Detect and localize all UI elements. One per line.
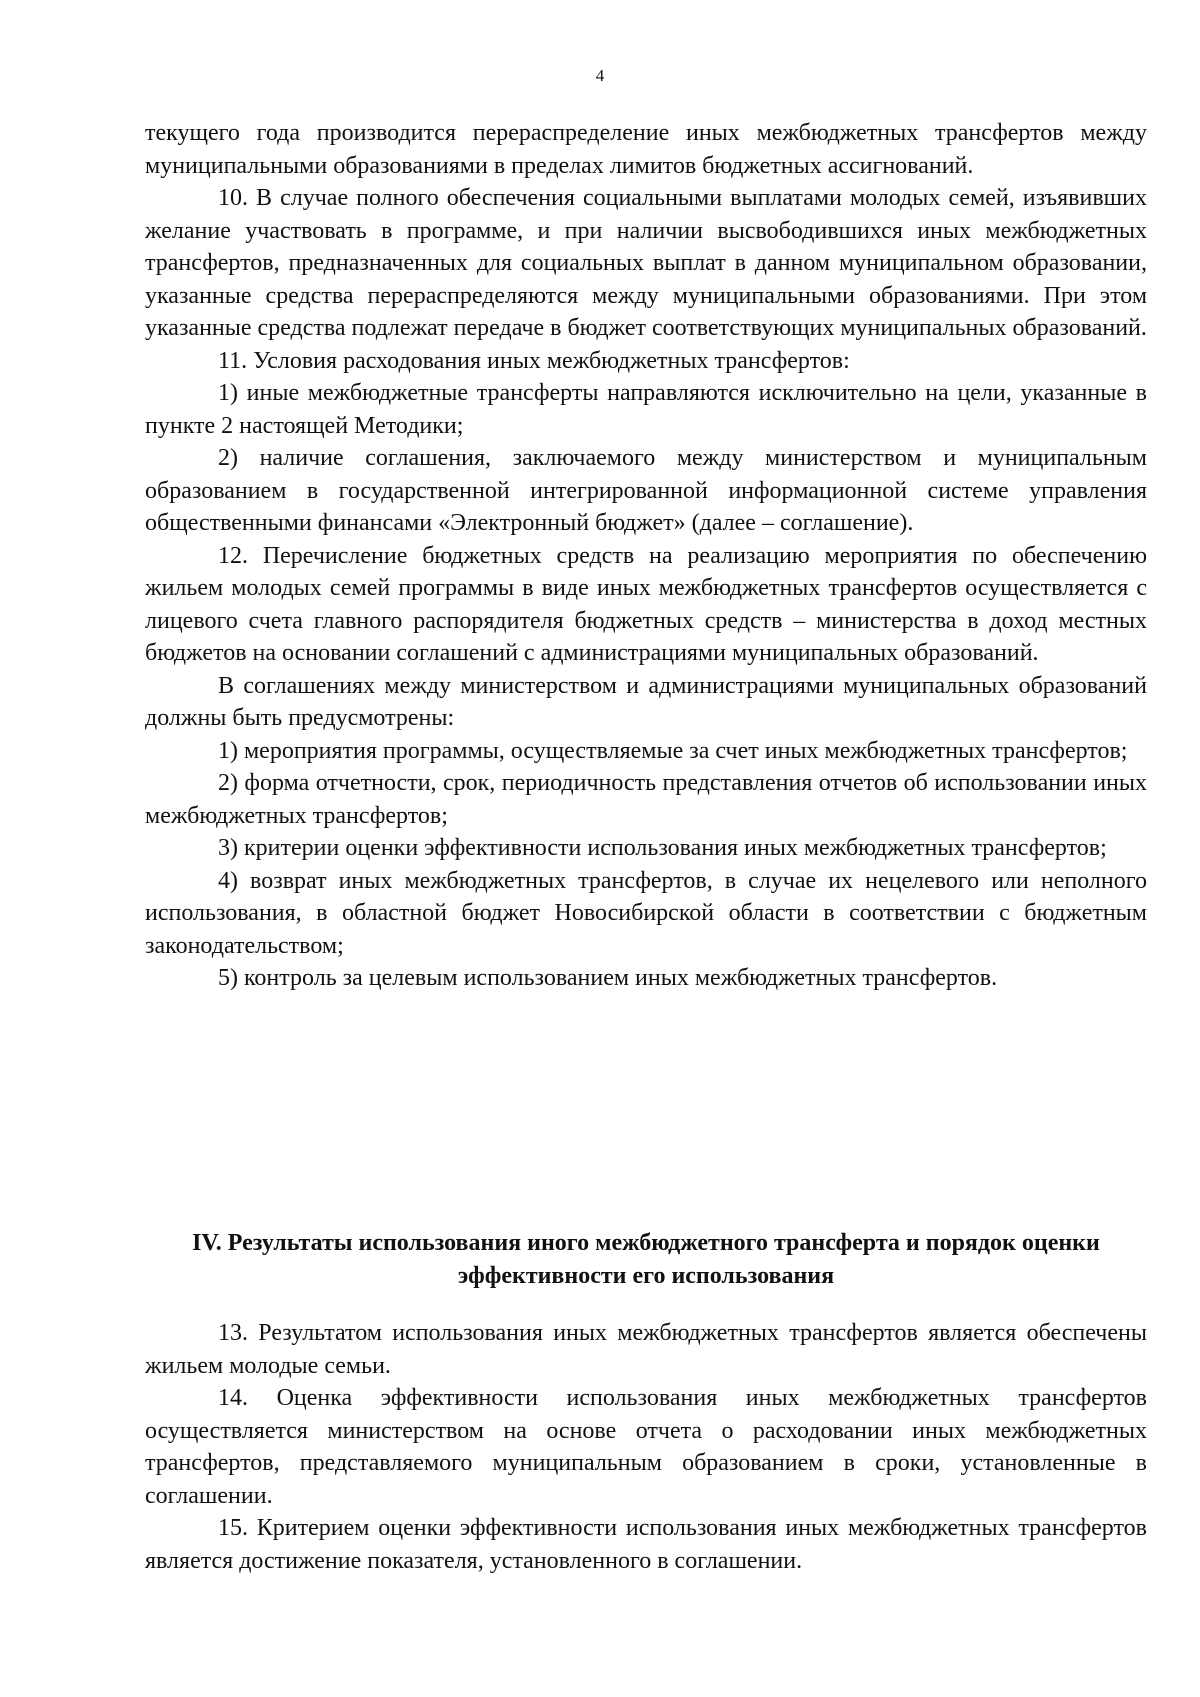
paragraph-15: 15. Критерием оценки эффективности использования иных межбюджетных трансфертов является достижение показателя, установленного в соглашении.	[145, 1515, 1147, 1574]
page-number: 4	[595, 66, 605, 85]
agreements-item-3: 3) критерии оценки эффективности использования иных межбюджетных трансфертов;	[218, 835, 1107, 861]
body-text-top	[145, 117, 1147, 995]
agreements-item-1: 1) мероприятия программы, осуществляемые за счет иных межбюджетных трансфертов;	[218, 737, 1128, 764]
paragraph-continuation: текущего года производится перераспределение иных межбюджетных трансфертов между муниципальными образованиями в пределах лимитов бюджетных ассигнований.	[145, 120, 1147, 179]
paragraph-10: 10. В случае полного обеспечения социальными выплатами молодых семей, изъявивших желание участвовать в программе, и при наличии высвободившихся иных межбюджетных трансфертов, предназначенных для социальных выплат в данном муниципальном образовании, указанные средства перераспределяются между муниципальными образованиями. При этом указанные средства подлежат передаче в бюджет соответствующих муниципальных образований.	[145, 185, 1147, 341]
paragraph-12: 12. Перечисление бюджетных средств на реализацию мероприятия по обеспечению жильем молодых семей программы в виде иных межбюджетных трансфертов осуществляется с лицевого счета главного распорядителя бюджетных средств – министерства в доход местных бюджетов на основании соглашений с администрациями муниципальных образований.	[145, 542, 1147, 666]
section-heading: IV. Результаты использования иного межбюджетного трансферта и порядок оценки эффективности его использования	[192, 1230, 1100, 1289]
paragraph-13: 13. Результатом использования иных межбюджетных трансфертов является обеспечены жильем молодые семьи.	[145, 1320, 1147, 1379]
agreements-item-4: 4) возврат иных межбюджетных трансфертов, в случае их нецелевого или неполного использования, в областной бюджет Новосибирской области в соответствии с бюджетным законодательством;	[145, 867, 1147, 959]
paragraph-11-item-1: 1) иные межбюджетные трансферты направляются исключительно на цели, указанные в пункте 2 настоящей Методики;	[145, 380, 1147, 439]
paragraph-11-item-2: 2) наличие соглашения, заключаемого между министерством и муниципальным образованием в государственной интегрированной информационной системе управления общественными финансами «Электронный бюджет» (далее – соглашение).	[145, 445, 1147, 536]
paragraph-agreements: В соглашениях между министерством и администрациями муниципальных образований должны быть предусмотрены:	[145, 672, 1147, 731]
agreements-item-2: 2) форма отчетности, срок, периодичность представления отчетов об использовании иных межбюджетных трансфертов;	[145, 770, 1147, 829]
agreements-item-5: 5) контроль за целевым использованием иных межбюджетных трансфертов.	[218, 965, 998, 991]
paragraph-14: 14. Оценка эффективности использования иных межбюджетных трансфертов осуществляется министерством на основе отчета о расходовании иных межбюджетных трансфертов, представляемого муниципальным образованием в сроки, установленные в соглашении.	[145, 1385, 1147, 1509]
paragraph-11: 11. Условия расходования иных межбюджетных трансфертов:	[218, 347, 850, 374]
body-text-bottom	[145, 1317, 1147, 1577]
